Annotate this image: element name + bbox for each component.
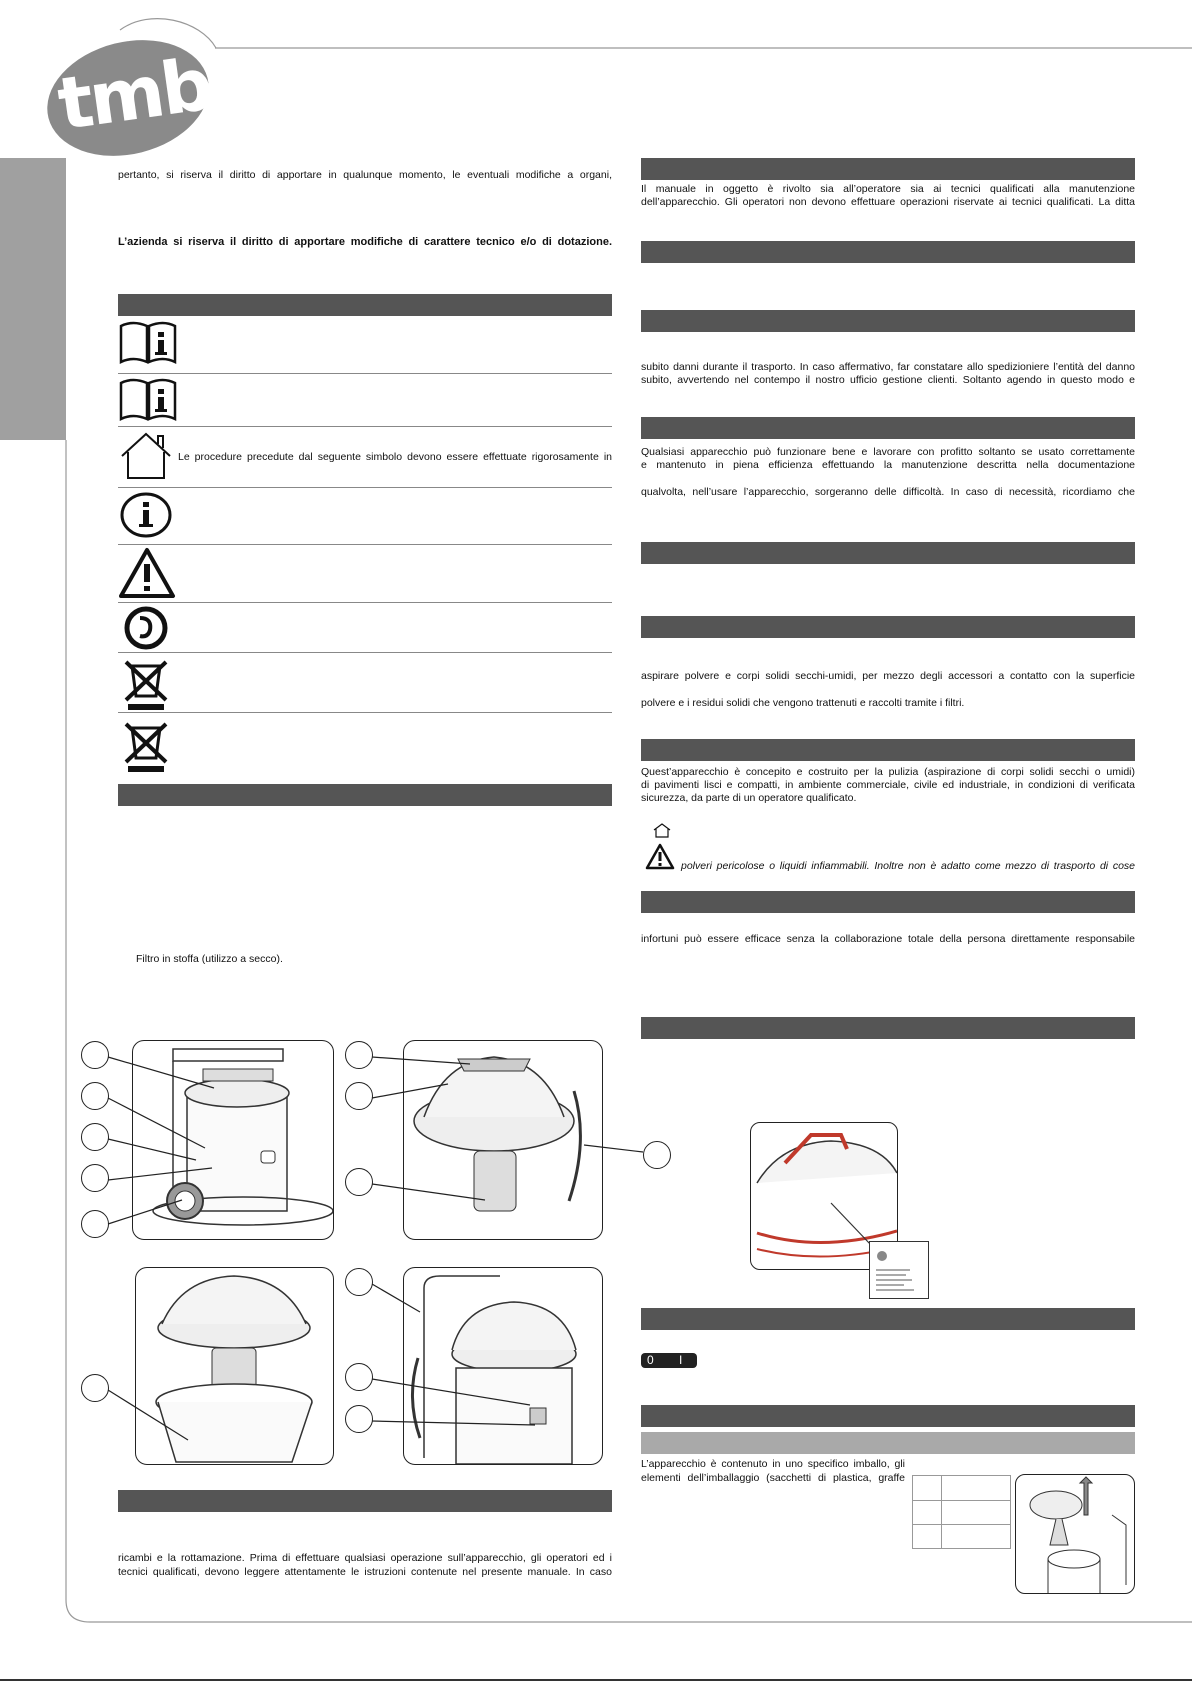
manual-line: Il manuale in oggetto è rivolto sia all’operatore sia ai tecnici qualificati alla manutenzione — [641, 183, 1135, 195]
company-notice: L’azienda si riserva il diritto di apportare modifiche di carattere tecnico e/o di dotazione. — [118, 236, 612, 248]
figure-packaging-lift — [1015, 1474, 1135, 1594]
switch-on-label: I — [679, 1353, 683, 1367]
usage-line: qualvolta, nell’usare l’apparecchio, sorgeranno delle difficoltà. In caso di necessità, ricordiamo che — [641, 486, 1135, 498]
accessory-line: Filtro in stoffa (utilizzo a secco). — [136, 953, 283, 965]
intended-use-line: Quest’apparecchio è concepito e costruito per la pulizia (aspirazione di corpi solidi secchi o umidi) — [641, 766, 1135, 778]
section-bar-transport — [641, 310, 1135, 332]
section-bar-manual — [118, 1490, 612, 1512]
house-icon — [652, 822, 672, 843]
subsection-bar-packaging — [641, 1432, 1135, 1454]
warning-triangle-icon — [645, 843, 675, 876]
safety-line: infortuni può essere efficace senza la collaborazione totale della persona direttamente responsabile — [641, 933, 1135, 945]
logo-text: tmb — [52, 41, 216, 147]
symbol-text: Le procedure precedute dal seguente simbolo devono essere effettuate rigorosamente in — [178, 451, 612, 463]
bottom-line: tecnici qualificati, devono leggere attentamente le istruzioni contenute nel presente manuale. In caso — [118, 1566, 612, 1578]
usage-line: e mantenuto in piena efficienza effettuando la manutenzione descritta nella documentazione — [641, 459, 1135, 471]
function-line: aspirare polvere e corpi solidi secchi-umidi, per mezzo degli accessori a contatto con la superficie — [641, 670, 1135, 682]
section-bar-identification — [641, 1017, 1135, 1039]
intro-line: pertanto, si riserva il diritto di apportare in qualunque momento, le eventuali modifiche a organi, — [118, 169, 612, 181]
power-switch[interactable] — [641, 1353, 697, 1368]
switch-off-label: 0 — [647, 1353, 654, 1367]
intended-use-line: di pavimenti lisci e compatti, in ambiente commerciale, civile ed industriale, in condizioni di verificata — [641, 779, 1135, 791]
warning-line: polveri pericolose o liquidi infiammabili. Inoltre non è adatto come mezzo di trasporto di cose — [681, 860, 1135, 872]
section-bar-controls — [641, 1308, 1135, 1330]
bottom-line: ricambi e la rottamazione. Prima di effettuare qualsiasi operazione sull’apparecchio, gli operatori ed i — [118, 1552, 612, 1564]
manual-line: dell’apparecchio. Gli operatori non devono effettuare operazioni riservate ai tecnici qualificati. La ditta — [641, 196, 1135, 208]
section-bar-info — [641, 241, 1135, 263]
section-bar-manual-scope — [641, 158, 1135, 180]
section-bar-usage — [641, 417, 1135, 439]
section-bar-technical — [641, 542, 1135, 564]
function-line: polvere e i residui solidi che vengono trattenuti e raccolti tramite i filtri. — [641, 697, 965, 709]
transport-line: subito, avvertendo nel contempo il nostro ufficio gestione clienti. Soltanto agendo in questo modo e — [641, 374, 1135, 386]
identification-plate — [869, 1241, 929, 1299]
packaging-table — [912, 1475, 1011, 1549]
packaging-line: elementi dell’imballaggio (sacchetti di plastica, graffe — [641, 1472, 905, 1484]
section-bar-safety — [641, 891, 1135, 913]
section-bar-installation — [641, 1405, 1135, 1427]
packaging-line: L’apparecchio è contenuto in uno specifico imballo, gli — [641, 1458, 905, 1470]
transport-line: subito danni durante il trasporto. In caso affermativo, far constatare allo spedizioniere l’entità del danno — [641, 361, 1135, 373]
section-bar-function — [641, 616, 1135, 638]
intended-use-line: sicurezza, da parte di un operatore qualificato. — [641, 792, 857, 804]
usage-line: Qualsiasi apparecchio può funzionare bene e lavorare con profitto soltanto se usato correttamente — [641, 446, 1135, 458]
section-bar-intended-use — [641, 739, 1135, 761]
